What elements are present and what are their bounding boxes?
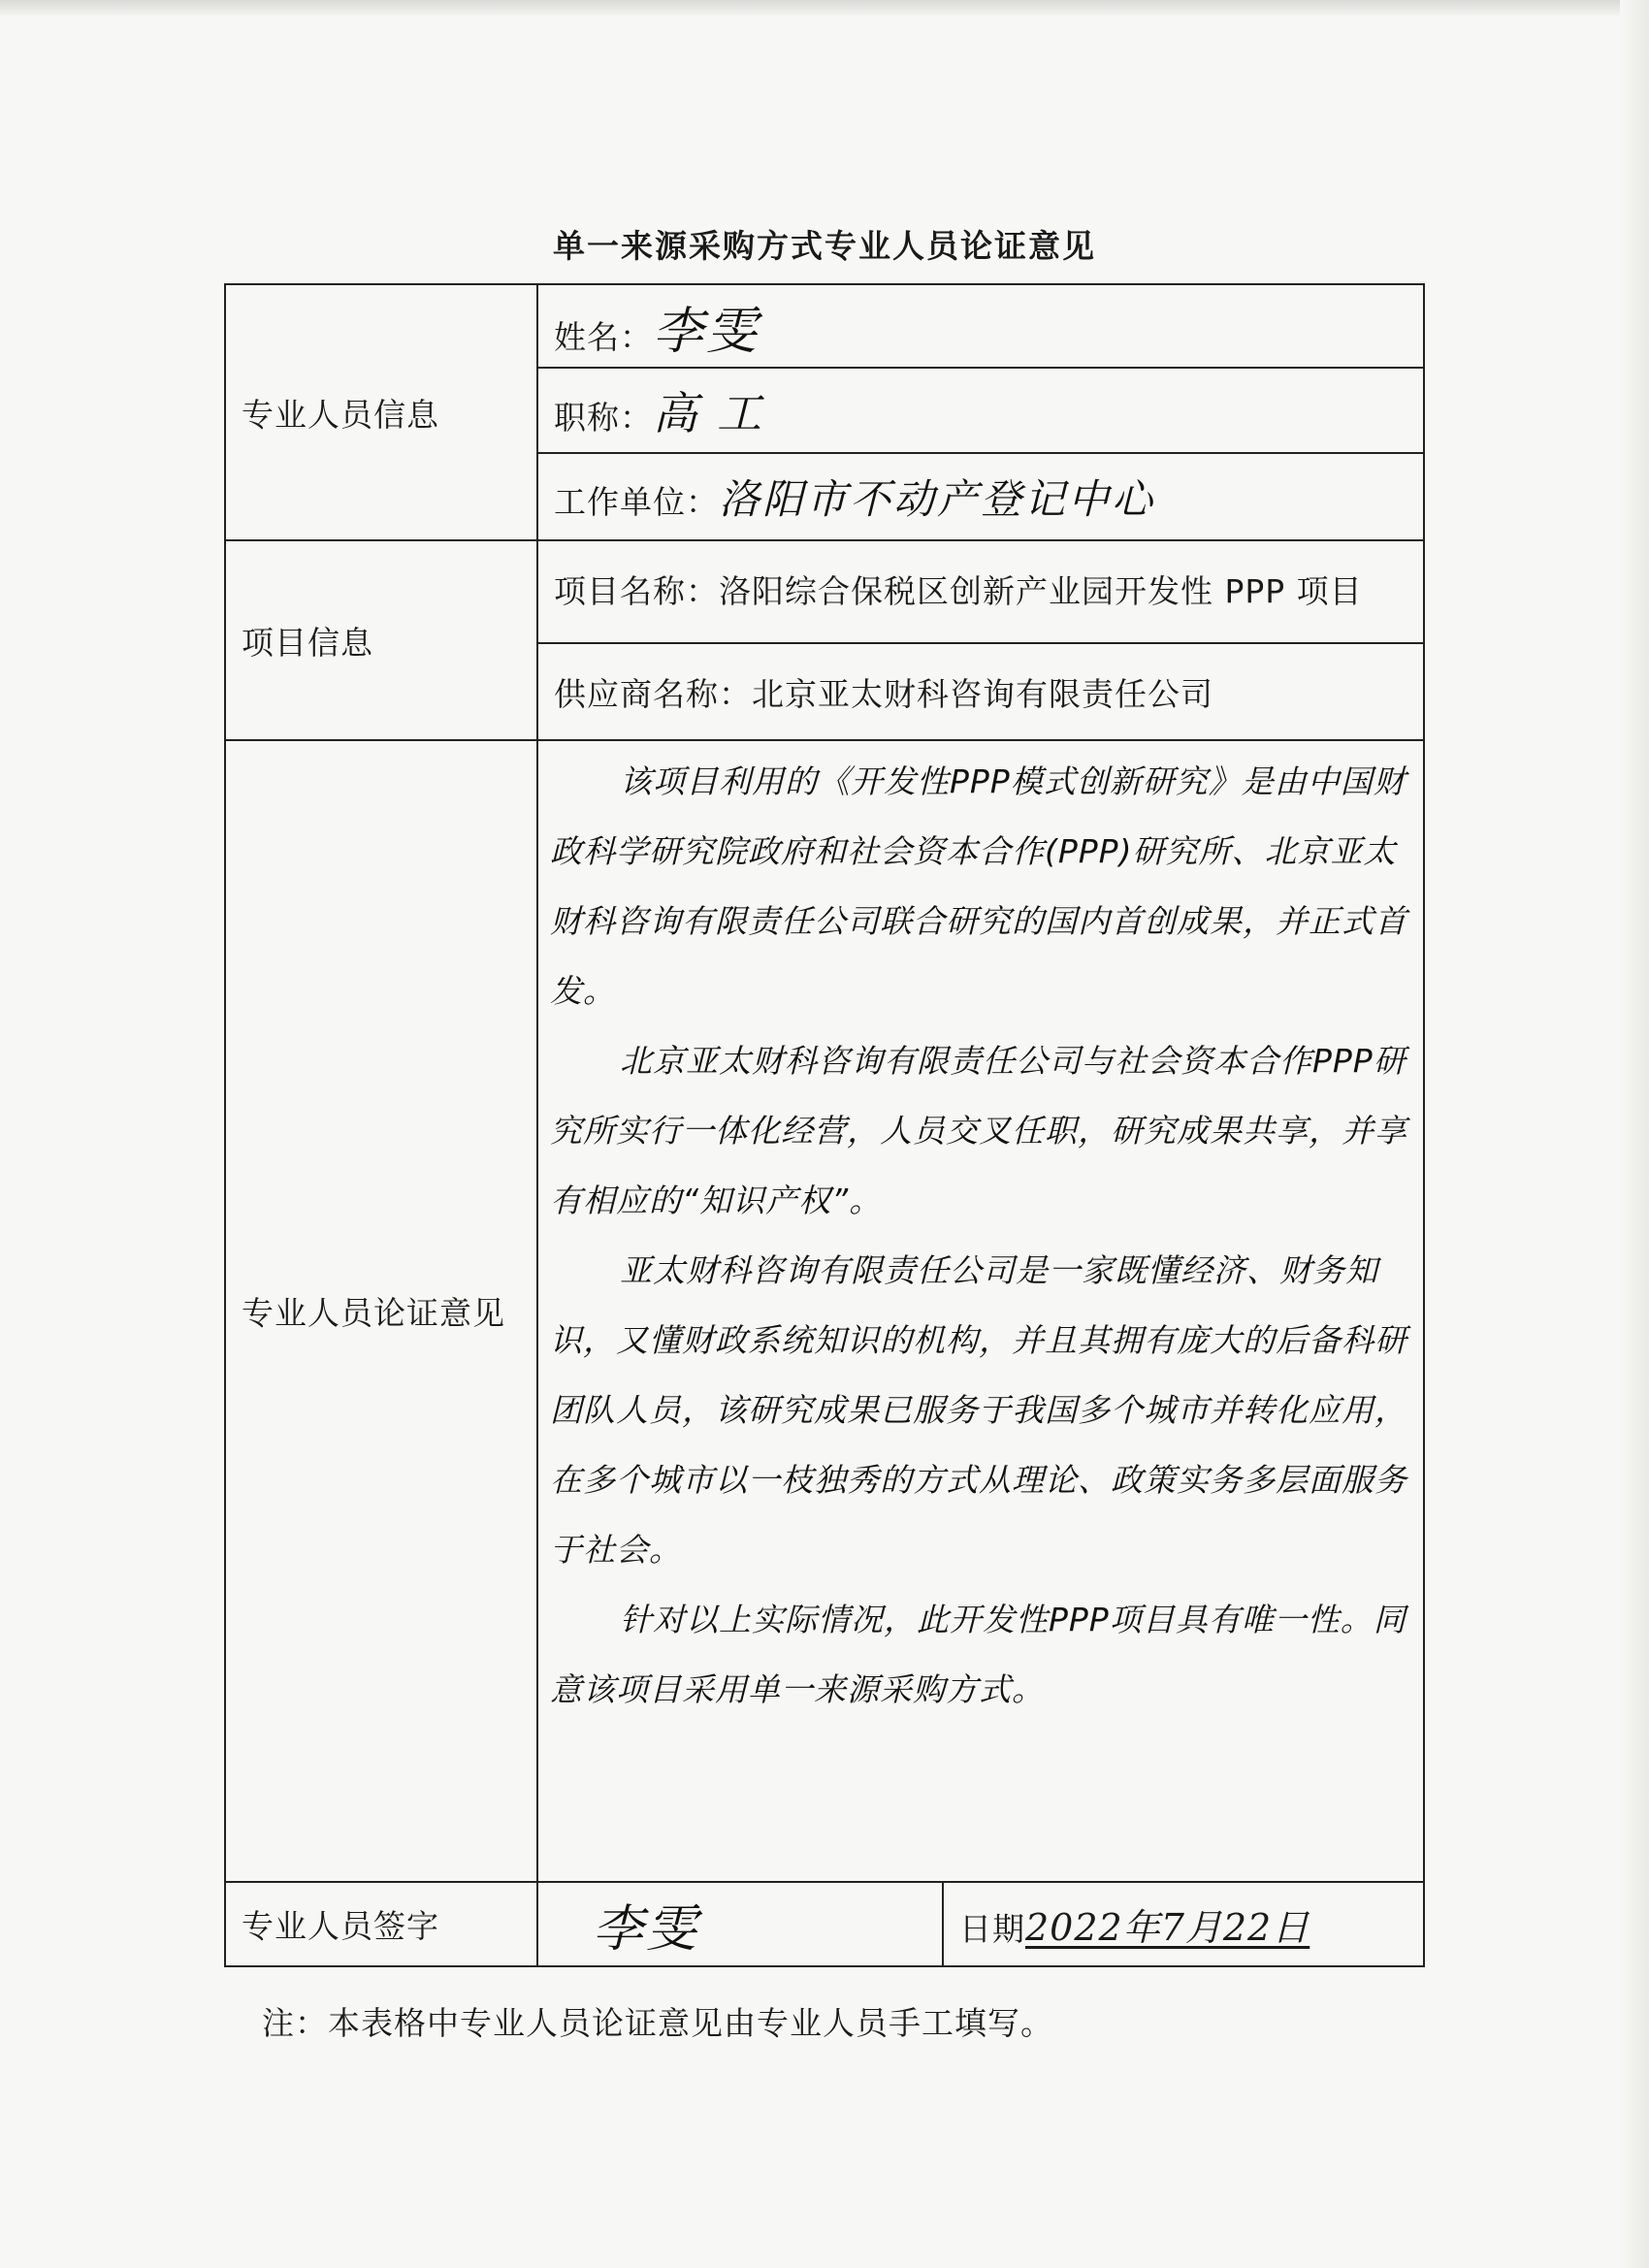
opinion-row [225, 740, 1424, 1882]
signature-row [225, 1882, 1424, 1966]
opinion-paragraph: 针对以上实际情况，此开发性PPP项目具有唯一性。同意该项目采用单一来源采购方式。 [550, 1601, 1406, 1708]
job-title-label: 职称： [554, 399, 653, 437]
date-cell [943, 1883, 1423, 1965]
project-section-label: 项目信息 [225, 540, 537, 740]
supplier-label: 供应商名称： [554, 674, 752, 713]
signature-handwritten: 李雯 [593, 1900, 700, 1959]
opinion-section-label: 专业人员论证意见 [225, 740, 537, 1882]
work-unit-value-handwritten: 洛阳市不动产登记中心 [719, 475, 1156, 523]
supplier-cell [537, 643, 1424, 740]
name-label: 姓名： [554, 317, 653, 356]
supplier-value: 北京亚太财科咨询有限责任公司 [752, 674, 1213, 713]
work-unit-label: 工作单位： [554, 483, 719, 521]
project-name-row [225, 540, 1424, 643]
scan-edge [0, 0, 1649, 17]
name-value-handwritten: 李雯 [653, 302, 760, 361]
footnote: 注：本表格中专业人员论证意见由专业人员手工填写。 [262, 2004, 1053, 2042]
date-value-handwritten: 2022年7月22日 [1025, 1906, 1310, 1949]
opinion-paragraph: 亚太财科咨询有限责任公司是一家既懂经济、财务知识，又懂财政系统知识的机构，并且其拥有庞大的后备科研团队人员，该研究成果已服务于我国多个城市并转化应用，在多个城市以一枝独秀的方式从理论、政策实务多层面服务于社会。 [550, 1251, 1407, 1569]
name-cell [537, 284, 1424, 368]
name-row [225, 284, 1424, 368]
project-name-value: 洛阳综合保税区创新产业园开发性 PPP 项目 [719, 572, 1363, 610]
personnel-section-label: 专业人员信息 [225, 284, 537, 540]
signature-inner-table [538, 1883, 1423, 1965]
opinion-handwritten-text [537, 740, 1424, 1882]
signature-section-label: 专业人员签字 [225, 1882, 537, 1966]
signature-date-cell [537, 1882, 1424, 1966]
unit-cell [537, 453, 1424, 540]
signature-cell [538, 1883, 943, 1965]
title-cell [537, 368, 1424, 453]
scan-edge-right [1620, 0, 1649, 2268]
opinion-paragraph: 北京亚太财科咨询有限责任公司与社会资本合作PPP研究所实行一体化经营，人员交叉任职，研究成果共享，并享有相应的“知识产权”。 [550, 1042, 1407, 1219]
opinion-paragraph: 该项目利用的《开发性PPP模式创新研究》是由中国财政科学研究院政府和社会资本合作(PPP)研究所、北京亚太财科咨询有限责任公司联合研究的国内首创成果，并正式首发。 [550, 762, 1407, 1010]
page-title: 单一来源采购方式专业人员论证意见 [553, 227, 1096, 265]
project-name-cell [537, 540, 1424, 643]
argument-form-table [224, 283, 1425, 1967]
date-label: 日期 [959, 1910, 1025, 1948]
project-name-label: 项目名称： [554, 572, 719, 610]
job-title-value-handwritten: 高工 [653, 387, 781, 439]
